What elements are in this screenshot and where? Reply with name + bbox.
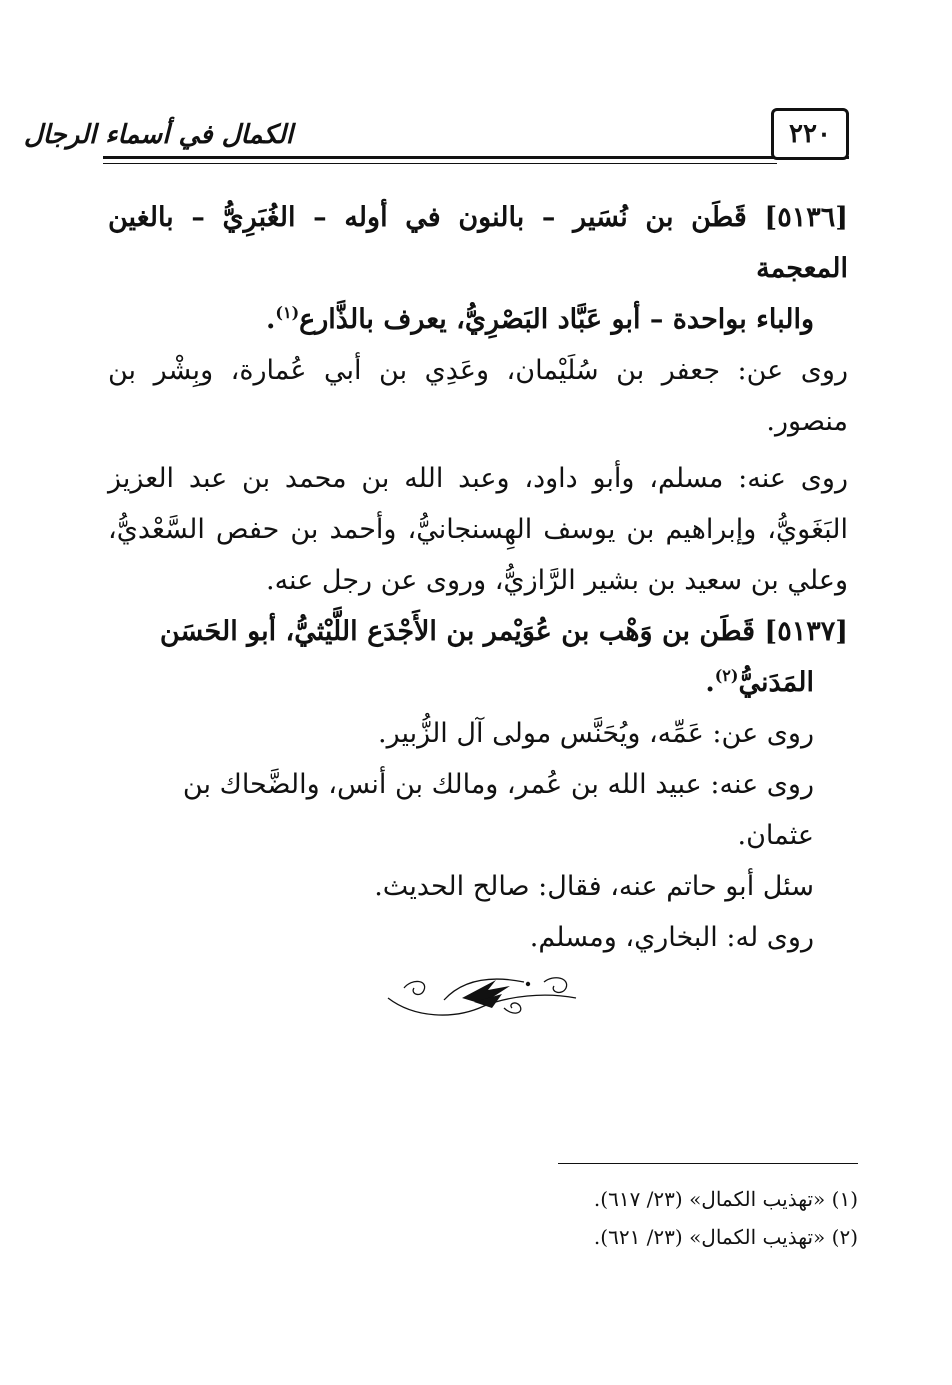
footnote-separator (558, 1163, 858, 1164)
entry-heading-line2: المَدَنيُّ (738, 667, 814, 698)
narrated-by: روى له: البخاري، ومسلم. (529, 922, 814, 953)
page-number: ٢٢٠ (771, 108, 849, 160)
entry-heading (108, 606, 848, 657)
page-header (23, 108, 849, 180)
grading-note: سئل أبو حاتم عنه، فقال: صالح الحديث. (374, 871, 814, 902)
floral-divider-icon (384, 968, 580, 1022)
footnote: (١) «تهذيب الكمال» (٢٣/ ٦١٧). (593, 1187, 858, 1211)
header-rule (103, 156, 849, 159)
footnote-ref: (١) (275, 303, 300, 322)
entry-heading-line1: [٥١٣٦] قَطَن بن نُسَير – بالنون في أوله – الغُبَرِيُّ – بالغين المعجمة (108, 202, 848, 284)
running-title: الكمال في أسماء الرجال (23, 120, 293, 150)
footnote-ref: (٢) (714, 666, 739, 685)
header-rule-thin (103, 163, 777, 164)
entry-heading-cont (108, 294, 848, 345)
main-text (108, 192, 848, 963)
entry-heading-line1: [٥١٣٧] قَطَن بن وَهْب بن عُوَيْمر بن الأَجْدَع اللَّيْثيُّ، أبو الحَسَن (159, 616, 848, 647)
heading-end: . (266, 304, 276, 335)
entry-heading (108, 192, 848, 294)
footnotes (300, 1180, 858, 1256)
entry-heading-line2: والباء بواحدة – أبو عَبَّاد البَصْرِيُّ، يعرف بالذَّارع (299, 304, 814, 335)
heading-end: . (705, 667, 715, 698)
footnote: (٢) «تهذيب الكمال» (٢٣/ ٦٢١). (593, 1225, 858, 1249)
narrators-to: روى عنه: عبيد الله بن عُمر، ومالك بن أنس، والضَّحاك بن عثمان. (182, 769, 814, 851)
narrators-from: روى عن: عَمِّه، ويُحَنَّس مولى آل الزُّبير. (378, 718, 814, 749)
narrators-from: روى عن: جعفر بن سُلَيْمان، وعَدِي بن أبي عُمارة، وبِشْر بن منصور. (108, 355, 848, 437)
entry-heading-cont (108, 657, 848, 708)
narrators-to: روى عنه: مسلم، وأبو داود، وعبد الله بن محمد بن عبد العزيز البَغَويُّ، وإبراهيم بن يوسف الهِسنجانيُّ، وأحمد بن حفص السَّعْديُّ، وعلي بن سعيد بن بشير الرَّازيُّ، وروى عن رجل عنه. (108, 463, 848, 596)
